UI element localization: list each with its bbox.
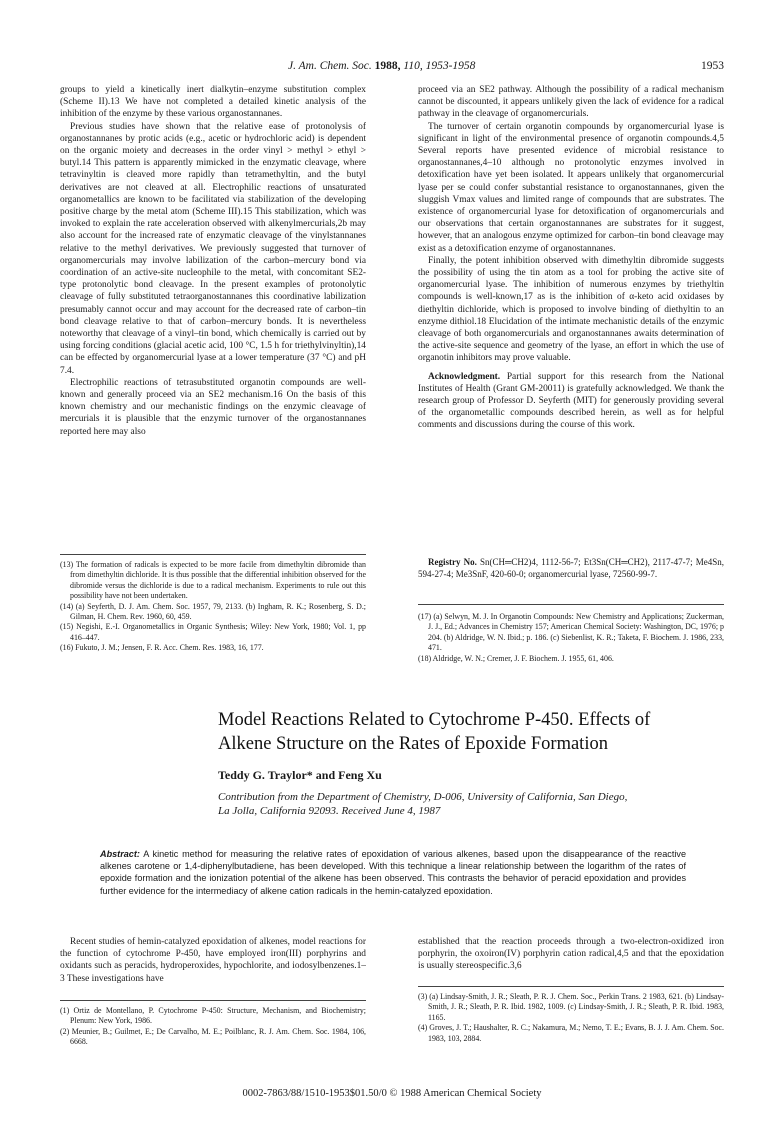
article-footnotes-right — [418, 992, 724, 1044]
footnote: (15) Negishi, E.-I. Organometallics in Organic Synthesis; Wiley: New York, 1980; Vol. 1, pp 416–447. — [60, 622, 366, 642]
registry-numbers: Registry No. Sn(CH═CH2)4, 1112-56-7; Et3Sn(CH═CH2), 2117-47-7; Me4Sn, 594-27-4; Me3SnF, 420-60-0; organomercurial lyase, 72560-99-7. — [418, 557, 724, 579]
article-authors: Teddy G. Traylor* and Feng Xu — [218, 768, 382, 782]
footnote: (2) Meunier, B.; Guilmet, E.; De Carvalho, M. E.; Poilblanc, R. J. Am. Chem. Soc. 1984, 106, 6668. — [60, 1026, 366, 1047]
footnote: (13) The formation of radicals is expected to be more facile from dimethyltin dibromide than from dimethyltin dichloride. It is thus possible that the differential inhibition observed for the dibromide versus the dichloride is due to a radical mechanism. Experiments to rule out this possibility have not been undertaken. — [60, 560, 366, 601]
footnote: (18) Aldridge, W. N.; Cremer, J. F. Biochem. J. 1955, 61, 406. — [418, 653, 614, 663]
intro-left-column — [60, 936, 366, 985]
footnote-divider — [418, 986, 724, 987]
paragraph: Electrophilic reactions of tetrasubstituted organotin compounds are well-known and generally proceed via an SE2 mechanism.16 On the basis of this known chemistry and our mechanistic findings on the enzymic cleavage of mercurials it is plausible that the enzymic turnover of the organostannanes reported here may also — [60, 377, 366, 437]
footnote: (16) Fukuto, J. M.; Jensen, F. R. Acc. Chem. Res. 1983, 16, 177. — [60, 643, 264, 653]
article-footnotes-left — [60, 1006, 366, 1048]
paragraph: Finally, the potent inhibition observed with dimethyltin dibromide suggests the possibility of using the tin atom as a tool for probing the active site of organomercurial lyase. The inhibition of numerous enzymes by triethyltin compounds is well-known,17 as is the inhibition of α-keto acid oxidases by diethyltin dichloride, which is proposed to involve binding of diethyltin to an enzyme dithiol.18 Elucidation of the intimate mechanistic details of the enzymic cleavage of both organomercurials and organostannanes awaits determination of the active-site sequence and geometry of the lyase, an effort in which the use of organotin inhibitors may prove valuable. — [418, 255, 724, 364]
abstract — [100, 848, 686, 897]
paragraph: proceed via an SE2 pathway. Although the possibility of a radical mechanism cannot be discounted, it appears unlikely given the lack of evidence for a radical pathway in the cleavage of organomercurials. — [418, 85, 724, 120]
acknowledgment: Acknowledgment. Partial support for this research from the National Institutes of Health (Grant GM-20011) is gratefully acknowledged. We thank the research group of Professor D. Seyferth (MIT) for generously providing several of the organometallic compounds described herein, as well as for helpful comments and discussions during the course of this work. — [418, 371, 724, 431]
page-number: 1953 — [701, 60, 724, 72]
footnote: (14) (a) Seyferth, D. J. Am. Chem. Soc. 1957, 79, 2133. (b) Ingham, R. K.; Rosenberg, S. D.; Gilman, H. Chem. Rev. 1960, 60, 459. — [60, 601, 366, 622]
copyright-line: 0002-7863/88/1510-1953$01.50/0 © 1988 American Chemical Society — [242, 1088, 542, 1099]
journal-citation: J. Am. Chem. Soc. 1988, 110, 1953-1958 — [288, 60, 476, 72]
acknowledgment-label: Acknowledgment. — [428, 371, 501, 382]
intro-right-column — [418, 936, 724, 973]
paragraph: The turnover of certain organotin compounds by organomercurial lyase is significant in light of the environmental presence of organotin compounds.4,5 Several reports have presented evidence of microbial resistance to organostannanes,4–10 although no protonolytic enzymes involved in detoxification have yet been isolated. It appears unlikely that organomercurial lyase per se could confer substantial resistance to organostannanes, given the sluggish Vmax values and limited range of compounds that are substrates. The existence of organomercurial lyase for detoxification of organomercurials and our observations that certain organostannanes are substrates for it suggest, however, that an analogous enzyme optimized for carbon–tin bond cleavage may exist as a detoxification enzyme of organostannanes. — [418, 121, 724, 254]
footnotes-right — [418, 612, 724, 664]
paragraph: Recent studies of hemin-catalyzed epoxidation of alkenes, model reactions for the function of cytochrome P-450, have employed iron(III) porphyrins and oxidants such as peracids, hydroperoxides, hypochlorite, and iodosylbenzenes.1–3 These investigations have — [60, 937, 366, 984]
paragraph: groups to yield a kinetically inert dialkytin–enzyme substitution complex (Scheme II).13 We have not completed a detailed kinetic analysis of the inhibition of the enzyme by these various organostannanes. — [60, 85, 366, 120]
footnote: (17) (a) Selwyn, M. J. In Organotin Compounds: New Chemistry and Applications; Zuckerman, J. J., Ed.; Advances in Chemistry 157; American Chemical Society: Washington, DC, 1976; p 204. (b) Aldridge, W. N. Ibid.; p. 186. (c) Siebenlist, K. R.; Taketa, F. Biochem. J. 1986, 233, 471. — [418, 612, 724, 653]
left-column — [60, 84, 366, 438]
footnote: (3) (a) Lindsay-Smith, J. R.; Sleath, P. R. J. Chem. Soc., Perkin Trans. 2 1983, 621. (b) Lindsay-Smith, J. R.; Sleath, P. R. Ibid. 1982, 1009. (c) Lindsay-Smith, J. R.; Sleath, P. R. Ibid. 1983, 1165. — [418, 992, 724, 1022]
paragraph: Previous studies have shown that the relative ease of protonolysis of organostannanes by protic acids (e.g., acetic or hydrochloric acid) is dependent on the organic moiety and decreases in the order vinyl > methyl > ethyl > butyl.14 This pattern is apparently mimicked in the enzymatic cleavage, where tetravinyltin is cleaved more rapidly than tetramethyltin, and the butyl derivatives are not cleaved at all. Electrophilic reactions of unsaturated organometallics are known to be facilitated via stabilization of the developing positive charge by the metal atom (Scheme III).15 This stabilization, which was invoked to explain the rate acceleration observed with alkenylmercurials,2b may also account for the increased rate of enzymatic cleavage of the vinylstannanes relative to the methyl derivatives. We previously suggested that turnover of organomercurials may involve labilization of the carbon–mercury bond via coordination of an active-site nucleophile to the metal, with concomitant SE2-type protonolytic bond cleavage. In the present examples of protonolytic cleavage of fully substituted tetraorganostannanes this coordinative labilization presumably cannot occur and may account for the decreased rate of carbon–tin bond cleavage relative to that of carbon–mercury bonds. It is nevertheless noteworthy that cleavage of a vinyl–tin bond, which chemically is carried out by using forcing conditions (glacial acetic acid, 100 °C, 1.5 h for triethylvinyltin),14 can be effected by organomercurial lyase at a lower temperature (37 °C) and pH 7.4. — [60, 121, 366, 376]
footnotes-left — [60, 560, 366, 654]
abstract-label: Abstract: — [100, 849, 140, 859]
article-affiliation: Contribution from the Department of Chemistry, D-006, University of California, San Diego, La Jolla, California 92093. Received June 4, 1987 — [218, 791, 628, 817]
article-title: Model Reactions Related to Cytochrome P-450. Effects of Alkene Structure on the Rates of Epoxide Formation — [218, 710, 651, 754]
footnote-divider — [60, 554, 366, 555]
footnote-divider — [60, 1000, 366, 1001]
right-column — [418, 84, 724, 432]
running-header — [60, 60, 724, 76]
footnote-divider — [418, 604, 724, 605]
footnote: (1) Ortiz de Montellano, P. Cytochrome P-450: Structure, Mechanism, and Biochemistry; Plenum: New York, 1986. — [60, 1006, 366, 1026]
footnote: (4) Groves, J. T.; Haushalter, R. C.; Nakamura, M.; Nemo, T. E.; Evans, B. J. J. Am. Chem. Soc. 1983, 103, 2884. — [418, 1023, 724, 1043]
paragraph: established that the reaction proceeds through a two-electron-oxidized iron porphyrin, the oxoiron(IV) porphyrin cation radical,4,5 and that the epoxidation is usually stereospecific.3,6 — [418, 937, 724, 972]
registry-label: Registry No. — [428, 557, 477, 567]
abstract-text: A kinetic method for measuring the relative rates of epoxidation of various alkenes, based upon the disappearance of the reactive alkenes carotene or 1,4-diphenylbutadiene, has been developed. With this technique a linear relationship between the logarithm of the rates of epoxide formation and the ionization potential of the alkene has been observed. This contrasts the behavior of peracid epoxidation and provides further evidence for the intermediacy of alkene cation radicals in the hemin-catalyzed epoxidation. — [100, 849, 686, 896]
